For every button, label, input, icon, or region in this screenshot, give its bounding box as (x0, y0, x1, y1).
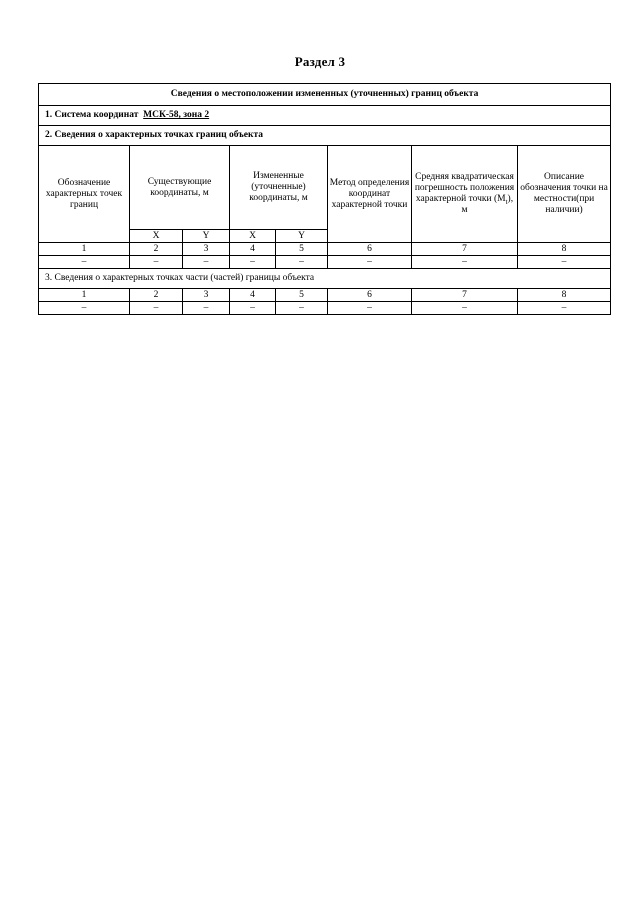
column-number: 6 (328, 243, 412, 256)
table-cell: – (230, 302, 276, 315)
table-cell: – (412, 302, 518, 315)
header-method: Метод определения координат характерной точки (328, 146, 412, 243)
table-row (39, 302, 611, 315)
header-error-suffix: ), м (461, 194, 514, 215)
table-cell: – (130, 256, 183, 269)
table-title: Сведения о местоположении измененных (уточненных) границ объекта (39, 84, 611, 106)
table-cell: – (328, 256, 412, 269)
column-number: 3 (183, 289, 230, 302)
coord-system-row (39, 106, 611, 126)
table-cell: – (412, 256, 518, 269)
column-number: 5 (276, 289, 328, 302)
table-cell: – (518, 302, 611, 315)
table-cell: – (39, 302, 130, 315)
table-cell: – (183, 256, 230, 269)
header-designation: Обозначение характерных точек границ (39, 146, 130, 243)
header-existing-y: Y (183, 230, 230, 243)
header-error (412, 146, 518, 243)
header-existing-coords: Существующие координаты, м (130, 146, 230, 230)
table-cell: – (183, 302, 230, 315)
column-number: 5 (276, 243, 328, 256)
column-number: 4 (230, 243, 276, 256)
table-cell: – (39, 256, 130, 269)
table-cell: – (130, 302, 183, 315)
header-description: Описание обозначения точки на местности(при наличии) (518, 146, 611, 243)
table-row (39, 256, 611, 269)
coord-system-value: МСК-58, зона 2 (143, 110, 210, 120)
header-changed-x: X (230, 230, 276, 243)
part-column-number-row (39, 289, 611, 302)
header-error-prefix: Средняя квадратическая погрешность положения характерной точки (М (414, 172, 515, 204)
table-cell: – (328, 302, 412, 315)
column-number: 3 (183, 243, 230, 256)
column-number: 8 (518, 289, 611, 302)
points-section-title: 2. Сведения о характерных точках границ объекта (39, 126, 611, 146)
column-number-row (39, 243, 611, 256)
column-number: 1 (39, 289, 130, 302)
table-cell: – (276, 302, 328, 315)
table-cell: – (276, 256, 328, 269)
header-existing-x: X (130, 230, 183, 243)
column-number: 4 (230, 289, 276, 302)
header-changed-y: Y (276, 230, 328, 243)
coord-system-label: 1. Система координат (45, 110, 139, 120)
column-number: 2 (130, 243, 183, 256)
column-number: 6 (328, 289, 412, 302)
section-title: Раздел 3 (294, 54, 346, 69)
part-section-title: 3. Сведения о характерных точках части (частей) границы объекта (39, 269, 611, 289)
column-number: 8 (518, 243, 611, 256)
column-number: 7 (412, 243, 518, 256)
column-number: 2 (130, 289, 183, 302)
header-changed-coords: Измененные (уточненные) координаты, м (230, 146, 328, 230)
table-cell: – (230, 256, 276, 269)
header-error-subscript: t (505, 197, 508, 206)
column-number: 1 (39, 243, 130, 256)
boundary-table (38, 83, 611, 315)
column-number: 7 (412, 289, 518, 302)
table-cell: – (518, 256, 611, 269)
